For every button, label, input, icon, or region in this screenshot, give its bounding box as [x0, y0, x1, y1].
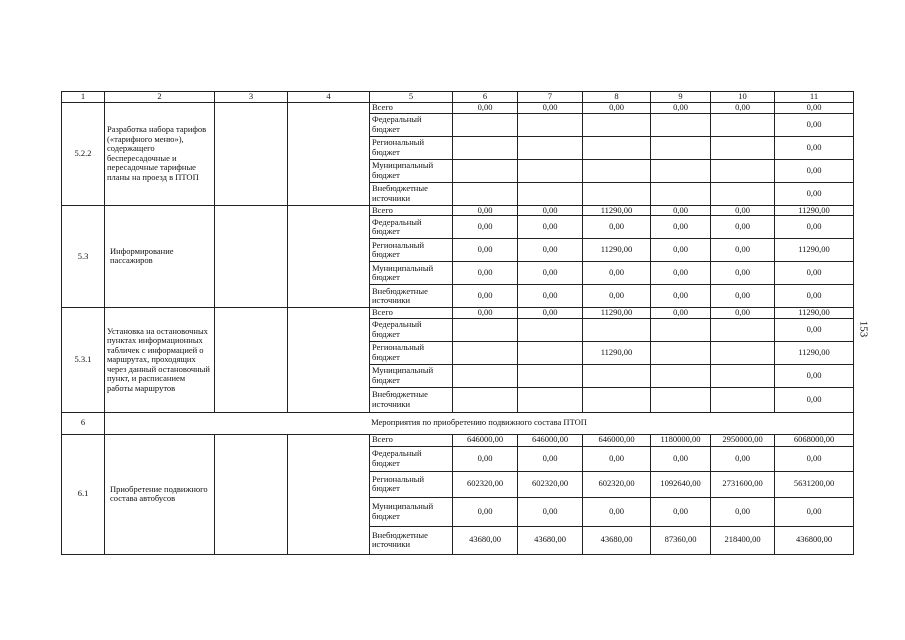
- funding-source: Федеральный бюджет: [370, 113, 453, 136]
- value-cell: 11290,00: [775, 239, 854, 262]
- value-cell: 0,00: [775, 285, 854, 308]
- value-cell: 0,00: [651, 103, 711, 114]
- value-cell: 11290,00: [583, 308, 651, 319]
- table-row: [62, 434, 854, 446]
- value-cell: 0,00: [775, 136, 854, 159]
- value-cell: 0,00: [651, 205, 711, 216]
- value-cell: [651, 364, 711, 387]
- funding-source: Федеральный бюджет: [370, 446, 453, 471]
- value-cell: 0,00: [518, 285, 583, 308]
- value-cell: 0,00: [651, 262, 711, 285]
- funding-source: Муниципальный бюджет: [370, 497, 453, 526]
- value-cell: 0,00: [775, 387, 854, 412]
- value-cell: 0,00: [453, 285, 518, 308]
- value-cell: 0,00: [453, 308, 518, 319]
- value-cell: 2950000,00: [711, 434, 775, 446]
- value-cell: [651, 387, 711, 412]
- section-title: Мероприятия по приобретению подвижного состава ПТОП: [105, 412, 854, 434]
- value-cell: [583, 113, 651, 136]
- value-cell: [711, 159, 775, 182]
- value-cell: [518, 318, 583, 341]
- value-cell: [583, 159, 651, 182]
- value-cell: 0,00: [775, 159, 854, 182]
- value-cell: 0,00: [775, 497, 854, 526]
- budget-table: [61, 91, 854, 555]
- value-cell: 0,00: [583, 285, 651, 308]
- value-cell: 0,00: [775, 113, 854, 136]
- table-row: [62, 103, 854, 114]
- value-cell: 0,00: [711, 446, 775, 471]
- value-cell: 1180000,00: [651, 434, 711, 446]
- empty-cell: [288, 308, 370, 413]
- value-cell: [518, 364, 583, 387]
- value-cell: 0,00: [583, 216, 651, 239]
- header-cell: 5: [370, 92, 453, 103]
- value-cell: 0,00: [518, 308, 583, 319]
- value-cell: [711, 113, 775, 136]
- value-cell: 436800,00: [775, 526, 854, 554]
- value-cell: 0,00: [711, 497, 775, 526]
- value-cell: [453, 364, 518, 387]
- empty-cell: [215, 308, 288, 413]
- value-cell: 0,00: [711, 262, 775, 285]
- value-cell: [651, 159, 711, 182]
- funding-source: Внебюджетные источники: [370, 526, 453, 554]
- value-cell: 0,00: [711, 285, 775, 308]
- header-cell: 8: [583, 92, 651, 103]
- value-cell: 218400,00: [711, 526, 775, 554]
- header-cell: 9: [651, 92, 711, 103]
- value-cell: 0,00: [711, 239, 775, 262]
- funding-source: Федеральный бюджет: [370, 216, 453, 239]
- funding-source: Внебюджетные источники: [370, 387, 453, 412]
- value-cell: 0,00: [711, 205, 775, 216]
- header-cell: 7: [518, 92, 583, 103]
- funding-source: Всего: [370, 103, 453, 114]
- value-cell: 0,00: [518, 262, 583, 285]
- value-cell: 11290,00: [775, 308, 854, 319]
- value-cell: [711, 364, 775, 387]
- value-cell: [711, 182, 775, 205]
- value-cell: 0,00: [775, 318, 854, 341]
- value-cell: [453, 113, 518, 136]
- value-cell: [651, 341, 711, 364]
- value-cell: [651, 113, 711, 136]
- funding-source: Внебюджетные источники: [370, 285, 453, 308]
- value-cell: 602320,00: [453, 471, 518, 497]
- value-cell: [711, 136, 775, 159]
- empty-cell: [215, 103, 288, 206]
- funding-source: Внебюджетные источники: [370, 182, 453, 205]
- value-cell: 11290,00: [583, 239, 651, 262]
- value-cell: 602320,00: [583, 471, 651, 497]
- value-cell: 0,00: [775, 262, 854, 285]
- funding-source: Муниципальный бюджет: [370, 262, 453, 285]
- empty-cell: [215, 205, 288, 308]
- value-cell: [453, 318, 518, 341]
- value-cell: 2731600,00: [711, 471, 775, 497]
- value-cell: 0,00: [453, 103, 518, 114]
- measure-name: Установка на остановочных пунктах информационных табличек с информацией о маршрутах, проходящих через данный остановочный пункт, и расписанием работы маршрутов: [105, 308, 215, 413]
- funding-source: Федеральный бюджет: [370, 318, 453, 341]
- header-cell: 4: [288, 92, 370, 103]
- value-cell: 0,00: [651, 308, 711, 319]
- value-cell: 0,00: [583, 262, 651, 285]
- value-cell: 11290,00: [775, 341, 854, 364]
- funding-source: Региональный бюджет: [370, 341, 453, 364]
- value-cell: 0,00: [583, 446, 651, 471]
- value-cell: 646000,00: [583, 434, 651, 446]
- funding-source: Региональный бюджет: [370, 239, 453, 262]
- value-cell: [583, 136, 651, 159]
- value-cell: [711, 341, 775, 364]
- funding-source: Региональный бюджет: [370, 471, 453, 497]
- value-cell: [453, 341, 518, 364]
- value-cell: 0,00: [518, 205, 583, 216]
- page-number: 153: [857, 320, 870, 338]
- value-cell: 602320,00: [518, 471, 583, 497]
- value-cell: 11290,00: [775, 205, 854, 216]
- value-cell: 0,00: [518, 216, 583, 239]
- value-cell: 11290,00: [583, 205, 651, 216]
- funding-source: Всего: [370, 205, 453, 216]
- value-cell: 0,00: [775, 446, 854, 471]
- value-cell: 87360,00: [651, 526, 711, 554]
- measure-name: Информирование пассажиров: [105, 205, 215, 308]
- value-cell: 0,00: [453, 205, 518, 216]
- measure-name: Разработка набора тарифов («тарифного меню»), содержащего беспересадочные и пересадочные тарифные планы на проезд в ПТОП: [105, 103, 215, 206]
- value-cell: 0,00: [775, 103, 854, 114]
- value-cell: [518, 159, 583, 182]
- value-cell: 0,00: [651, 239, 711, 262]
- header-cell: 3: [215, 92, 288, 103]
- value-cell: 0,00: [711, 308, 775, 319]
- value-cell: 0,00: [711, 216, 775, 239]
- value-cell: 0,00: [651, 497, 711, 526]
- header-row: [62, 92, 854, 103]
- value-cell: [711, 318, 775, 341]
- funding-source: Муниципальный бюджет: [370, 364, 453, 387]
- row-number: 5.2.2: [62, 103, 105, 206]
- section-number: 6: [62, 412, 105, 434]
- value-cell: 0,00: [651, 285, 711, 308]
- header-cell: 11: [775, 92, 854, 103]
- empty-cell: [288, 205, 370, 308]
- value-cell: [518, 136, 583, 159]
- value-cell: 0,00: [583, 497, 651, 526]
- value-cell: 646000,00: [518, 434, 583, 446]
- value-cell: 0,00: [651, 216, 711, 239]
- value-cell: 0,00: [453, 239, 518, 262]
- value-cell: [518, 341, 583, 364]
- value-cell: 43680,00: [518, 526, 583, 554]
- value-cell: [583, 387, 651, 412]
- value-cell: [518, 113, 583, 136]
- value-cell: 0,00: [453, 497, 518, 526]
- value-cell: [583, 318, 651, 341]
- measure-name: Приобретение подвижного состава автобусов: [105, 434, 215, 554]
- value-cell: 43680,00: [583, 526, 651, 554]
- value-cell: [651, 136, 711, 159]
- value-cell: 0,00: [453, 446, 518, 471]
- empty-cell: [215, 434, 288, 554]
- value-cell: 11290,00: [583, 341, 651, 364]
- empty-cell: [288, 103, 370, 206]
- table-row: [62, 308, 854, 319]
- row-number: 5.3.1: [62, 308, 105, 413]
- row-number: 6.1: [62, 434, 105, 554]
- value-cell: 0,00: [518, 239, 583, 262]
- value-cell: [453, 387, 518, 412]
- header-cell: 10: [711, 92, 775, 103]
- value-cell: 0,00: [453, 216, 518, 239]
- row-number: 5.3: [62, 205, 105, 308]
- value-cell: 0,00: [453, 262, 518, 285]
- value-cell: [453, 136, 518, 159]
- value-cell: [583, 182, 651, 205]
- value-cell: 0,00: [775, 182, 854, 205]
- header-cell: 2: [105, 92, 215, 103]
- value-cell: 0,00: [518, 446, 583, 471]
- table-row: [62, 205, 854, 216]
- funding-source: Муниципальный бюджет: [370, 159, 453, 182]
- value-cell: [583, 364, 651, 387]
- value-cell: [711, 387, 775, 412]
- section-row: [62, 412, 854, 434]
- value-cell: [651, 318, 711, 341]
- value-cell: 646000,00: [453, 434, 518, 446]
- value-cell: 0,00: [775, 364, 854, 387]
- value-cell: [518, 182, 583, 205]
- empty-cell: [288, 434, 370, 554]
- value-cell: 0,00: [583, 103, 651, 114]
- value-cell: 5631200,00: [775, 471, 854, 497]
- value-cell: [453, 159, 518, 182]
- value-cell: [518, 387, 583, 412]
- value-cell: 0,00: [711, 103, 775, 114]
- funding-source: Всего: [370, 434, 453, 446]
- value-cell: 0,00: [775, 216, 854, 239]
- value-cell: 6068000,00: [775, 434, 854, 446]
- value-cell: [651, 182, 711, 205]
- value-cell: 43680,00: [453, 526, 518, 554]
- header-cell: 1: [62, 92, 105, 103]
- value-cell: 0,00: [518, 103, 583, 114]
- funding-source: Региональный бюджет: [370, 136, 453, 159]
- value-cell: 0,00: [651, 446, 711, 471]
- funding-source: Всего: [370, 308, 453, 319]
- value-cell: 0,00: [518, 497, 583, 526]
- value-cell: 1092640,00: [651, 471, 711, 497]
- value-cell: [453, 182, 518, 205]
- header-cell: 6: [453, 92, 518, 103]
